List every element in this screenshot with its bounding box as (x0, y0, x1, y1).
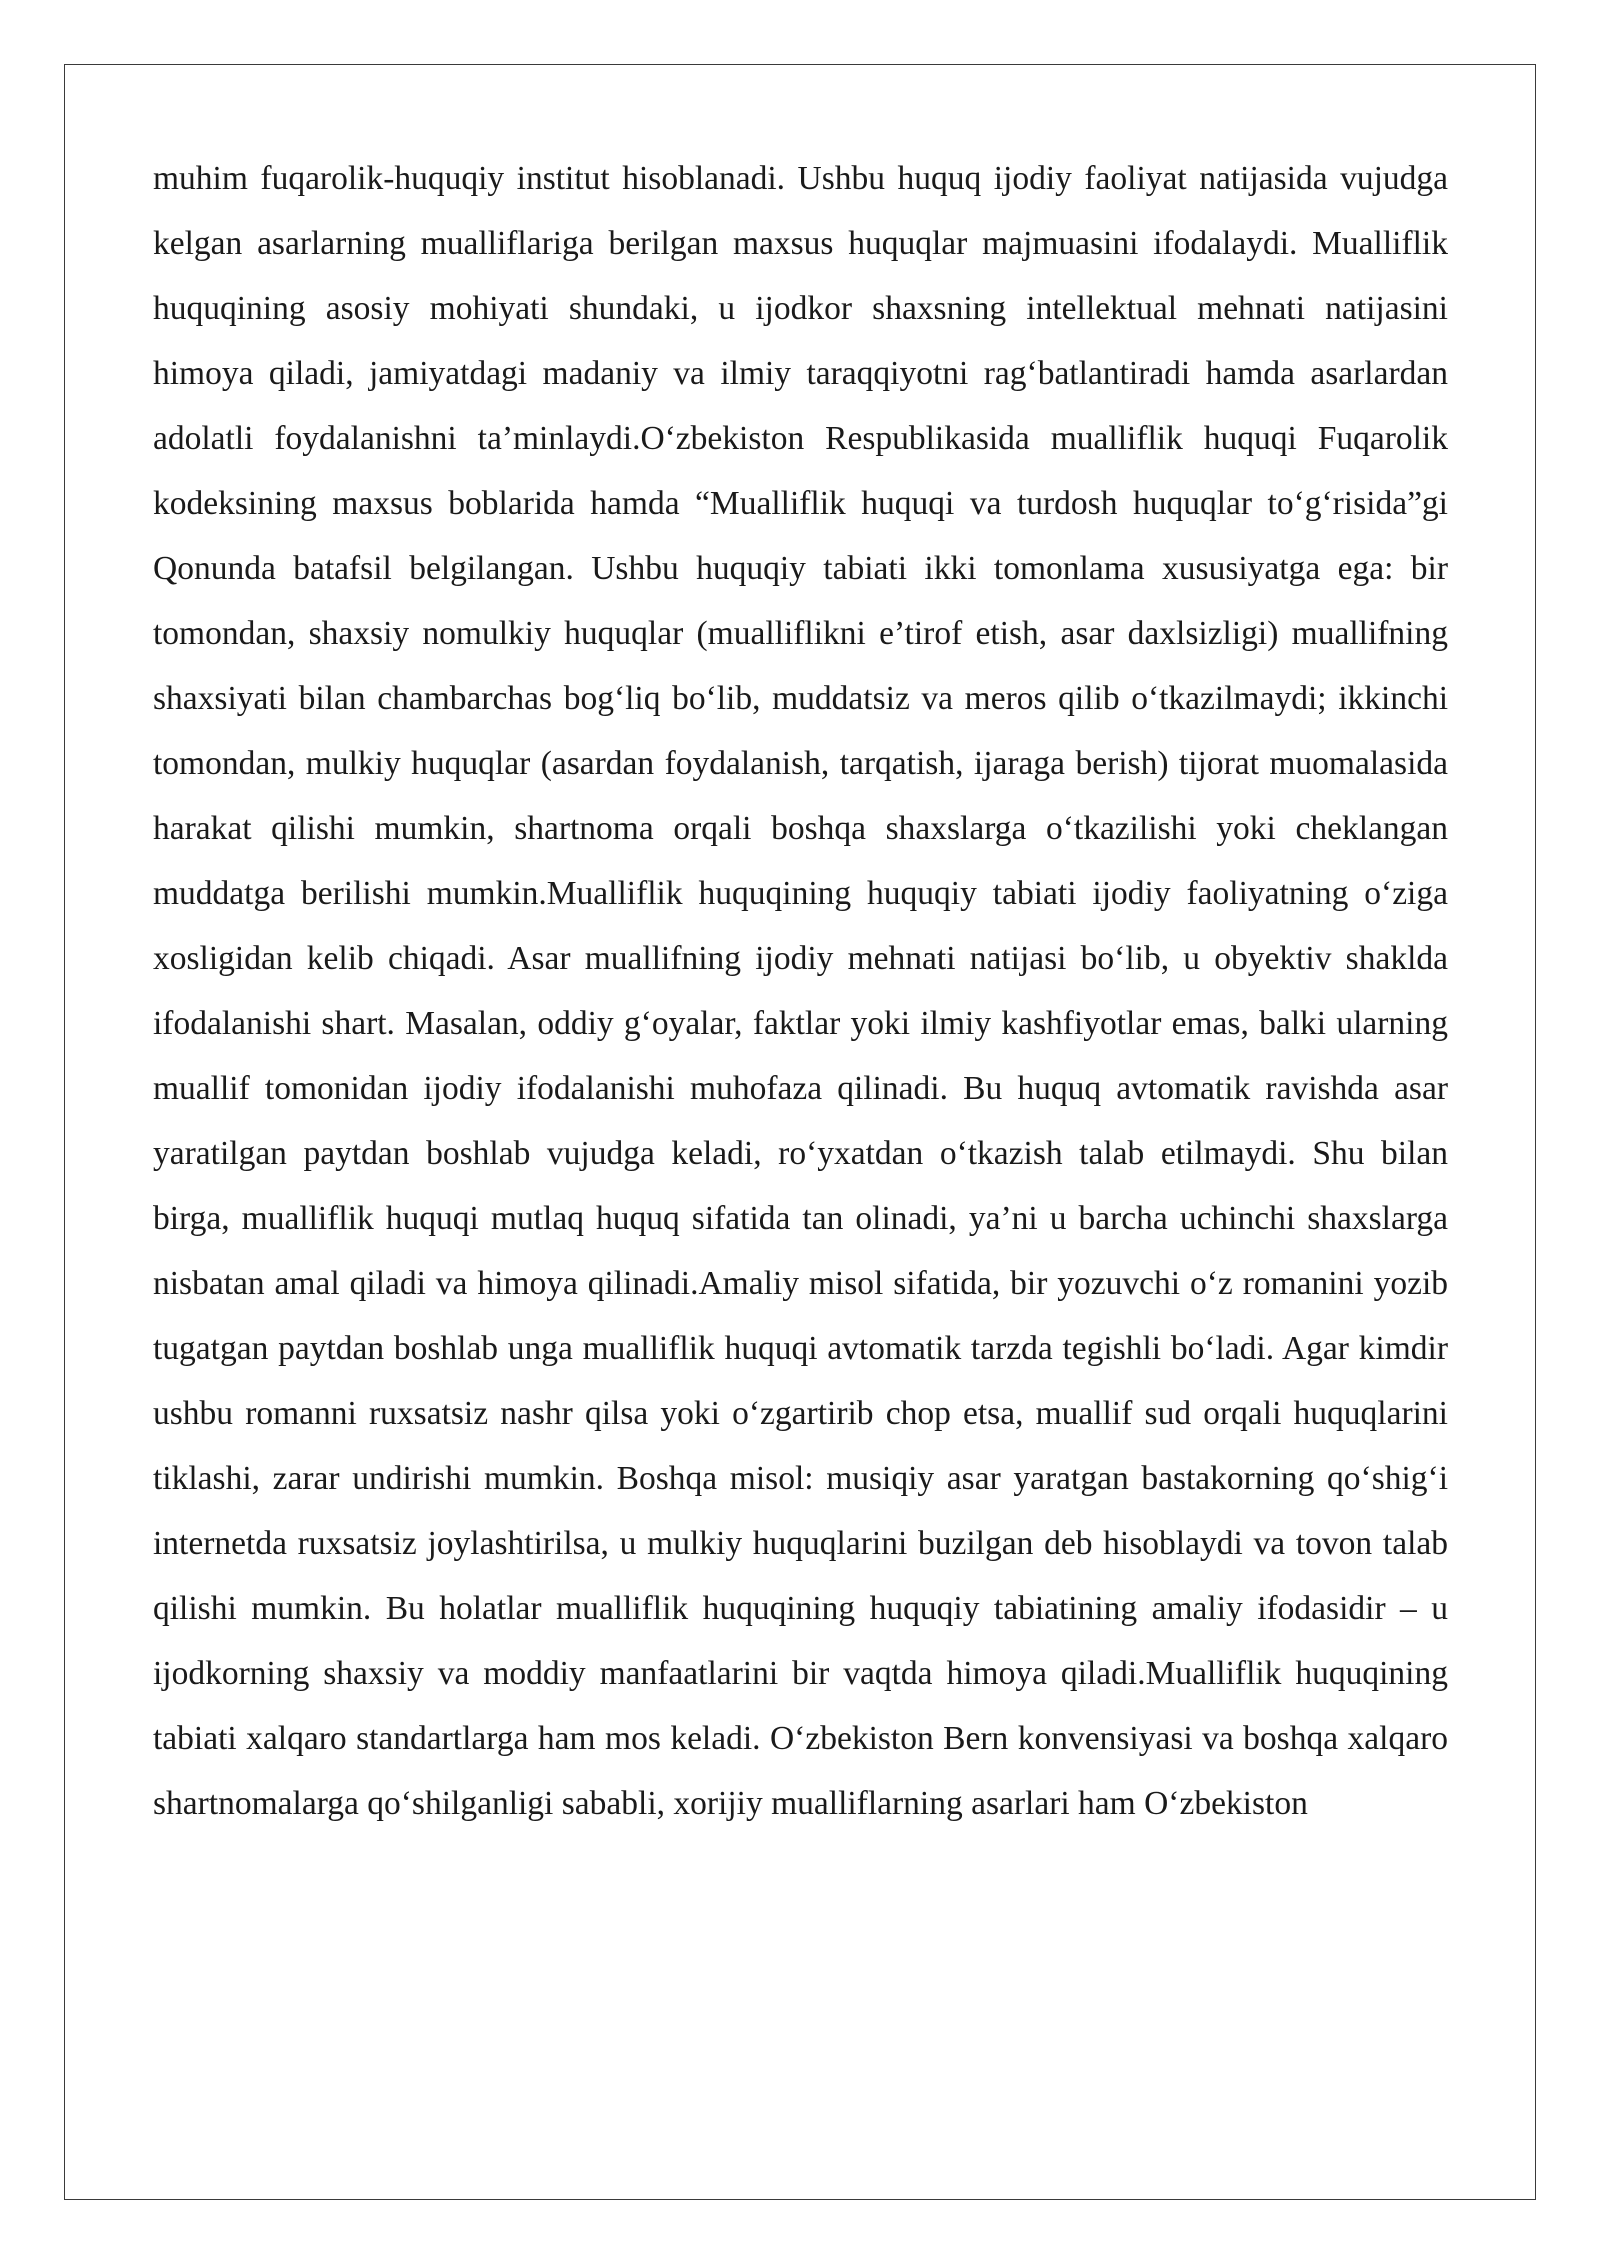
document-body (153, 146, 1448, 1836)
body-paragraph: muhim fuqarolik-huquqiy institut hisoblanadi. Ushbu huquq ijodiy faoliyat natijasida vujudga kelgan asarlarning mualliflariga berilgan maxsus huquqlar majmuasini ifodalaydi. Mualliflik huquqining asosiy mohiyati shundaki, u ijodkor shaxsning intellektual mehnati natijasini himoya qiladi, jamiyatdagi madaniy va ilmiy taraqqiyotni rag‘batlantiradi hamda asarlardan adolatli foydalanishni ta’minlaydi.O‘zbekiston Respublikasida mualliflik huquqi Fuqarolik kodeksining maxsus boblarida hamda “Mualliflik huquqi va turdosh huquqlar to‘g‘risida”gi Qonunda batafsil belgilangan. Ushbu huquqiy tabiati ikki tomonlama xususiyatga ega: bir tomondan, shaxsiy nomulkiy huquqlar (mualliflikni e’tirof etish, asar daxlsizligi) muallifning shaxsiyati bilan chambarchas bog‘liq bo‘lib, muddatsiz va meros qilib o‘tkazilmaydi; ikkinchi tomondan, mulkiy huquqlar (asardan foydalanish, tarqatish, ijaraga berish) tijorat muomalasida harakat qilishi mumkin, shartnoma orqali boshqa shaxslarga o‘tkazilishi yoki cheklangan muddatga berilishi mumkin.Mualliflik huquqining huquqiy tabiati ijodiy faoliyatning o‘ziga xosligidan kelib chiqadi. Asar muallifning ijodiy mehnati natijasi bo‘lib, u obyektiv shaklda ifodalanishi shart. Masalan, oddiy g‘oyalar, faktlar yoki ilmiy kashfiyotlar emas, balki ularning muallif tomonidan ijodiy ifodalanishi muhofaza qilinadi. Bu huquq avtomatik ravishda asar yaratilgan paytdan boshlab vujudga keladi, ro‘yxatdan o‘tkazish talab etilmaydi. Shu bilan birga, mualliflik huquqi mutlaq huquq sifatida tan olinadi, ya’ni u barcha uchinchi shaxslarga nisbatan amal qiladi va himoya qilinadi.Amaliy misol sifatida, bir yozuvchi o‘z romanini yozib tugatgan paytdan boshlab unga mualliflik huquqi avtomatik tarzda tegishli bo‘ladi. Agar kimdir ushbu romanni ruxsatsiz nashr qilsa yoki o‘zgartirib chop etsa, muallif sud orqali huquqlarini tiklashi, zarar undirishi mumkin. Boshqa misol: musiqiy asar yaratgan bastakorning qo‘shig‘i internetda ruxsatsiz joylashtirilsa, u mulkiy huquqlarini buzilgan deb hisoblaydi va tovon talab qilishi mumkin. Bu holatlar mualliflik huquqining huquqiy tabiatining amaliy ifodasidir – u ijodkorning shaxsiy va moddiy manfaatlarini bir vaqtda himoya qiladi.Mualliflik huquqining tabiati xalqaro standartlarga ham mos keladi. O‘zbekiston Bern konvensiyasi va boshqa xalqaro shartnomalarga qo‘shilganligi sababli, xorijiy mualliflarning asarlari ham O‘zbekiston (153, 160, 1448, 1822)
